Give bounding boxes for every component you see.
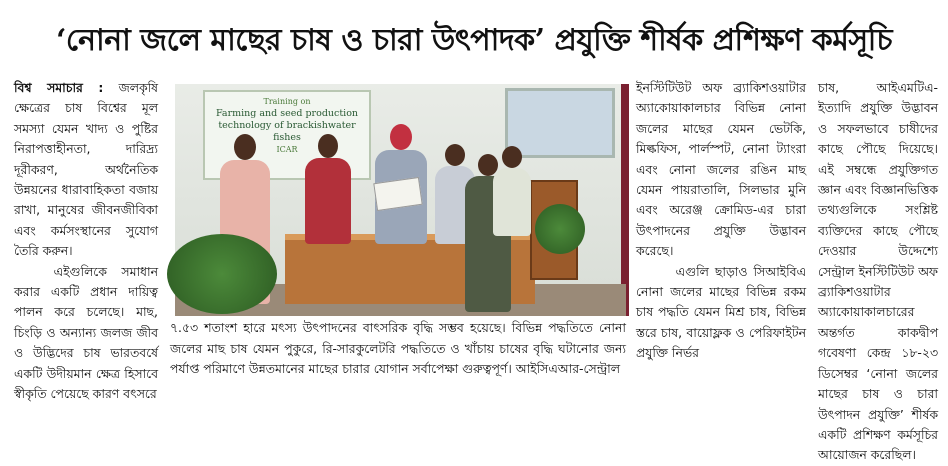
article-headline: ‘নোনা জলে মাছের চাষ ও চারা উৎপাদক’ প্রযুক্তি শীর্ষক প্রশিক্ষণ কর্মসূচি [55, 23, 893, 58]
paragraph: চাষ, আইএমটিএ- ইত্যাদি প্রযুক্তি উদ্ভাবন ও সফলভাবে চাষীদের কাছে পৌছে দিয়েছে। এই সম্বন্ধে প্রযুক্তিগত জ্ঞান এবং বিজ্ঞানভিত্তিক তথ্যগুলিকে সংশ্লিষ্ট ব্যক্তিদের কাছে পৌছে দেওয়ার উদ্দেশ্যে সেন্ট্রাল ইনস্টিটিউট অফ ব্র্যাকিশওয়াটার অ্যাকোয়াকালচারের অন্তর্গত কাকদ্বীপ গবেষণা কেন্দ্র ১৮-২৩ ডিসেম্বর ‘নোনা জলের মাছের চাষ ও চারা উৎপাদন প্রযুক্তি’ শীর্ষক একটি প্রশিক্ষণ কর্মসূচির আয়োজন করেছিল। [818, 80, 938, 463]
paragraph: এগুলি ছাড়াও সিআইবিএ নোনা জলের মাছের বিভিন্ন রকম চাষ পদ্ধতি যেমন মিশ্র চাষ, বিভিন্ন স্তরে চাষ, বায়োফ্লক ও পেরিফাইটন প্রযুক্তি নির্ভর [636, 263, 806, 361]
dateline: বিশ্ব সমাচার : [14, 80, 104, 95]
article-column-1 [14, 78, 158, 408]
banner-text-3: ICAR [276, 145, 298, 154]
article-photo [175, 84, 626, 316]
plant [167, 234, 277, 314]
paragraph: এইগুলিকে সমাধান করার একটি প্রধান দায়িত্ব পালন করে চলেছে। মাছ, চিংড়ি ও অন্যান্য জলজ জীব ও উদ্ভিদের চাষ ভারতবর্ষে একটি উদীয়মান ক্ষেত্র হিসাবে স্বীকৃতি পেয়েছে কারণ বৎসরে [14, 263, 158, 402]
person [305, 134, 351, 244]
article-column-2 [170, 318, 626, 400]
banner-text-1: Training on [263, 97, 311, 106]
paragraph: ইনস্টিটিউট অফ ব্র্যাকিশওয়াটার অ্যাকোয়াকালচার বিভিন্ন নোনা জলের মাছের যেমন ভেটকি, মিল্কফিস, পার্লস্পট, নোনা ট্যাংরা এবং নোনা জলের রঙিন মাছ যেমন পায়রাতালি, সিলভার মুনি এবং অরেঞ্জ ক্রোমিড-এর চারা উৎপাদনের প্রযুক্তি উদ্ভাবন করেছে। [636, 80, 806, 259]
paragraph: ৭.৫৩ শতাংশ হারে মৎস্য উৎপাদনের বাৎসরিক বৃদ্ধি সম্ভব হয়েছে। বিভিন্ন পদ্ধতিতে নোনা জলের মাছ চাষ যেমন পুকুরে, রি-সারকুলেটরি পদ্ধতিতে ও খাঁচায় চাষের বৃদ্ধি ঘটানোর জন্য পর্যাপ্ত পরিমাণে উন্নতমানের মাছের চারার যোগান সর্বাপেক্ষা গুরুত্বপূর্ণ। আইসিএআর-সেন্ট্রাল [170, 320, 626, 377]
person [493, 146, 531, 236]
article-column-4 [818, 78, 938, 463]
paragraph [14, 78, 158, 262]
plant [535, 204, 585, 254]
paragraph-text: জলকৃষি ক্ষেত্রের চাষ বিশ্বের মূল সমস্যা যেমন খাদ্য ও পুষ্টির নিরাপত্তাহীনতা, দারিদ্র্য দূরীকরণ, অর্থনৈতিক উন্নয়নের ধারাবাহিকতা বজায় রাখা, মানুষের জীবনজীবিকা এবং কর্মসংস্থানের সুযোগ তৈরি করুন। [14, 80, 158, 259]
article-column-3 [636, 78, 806, 408]
banner-text-2: Farming and seed production technology of brackishwater fishes [215, 108, 359, 143]
